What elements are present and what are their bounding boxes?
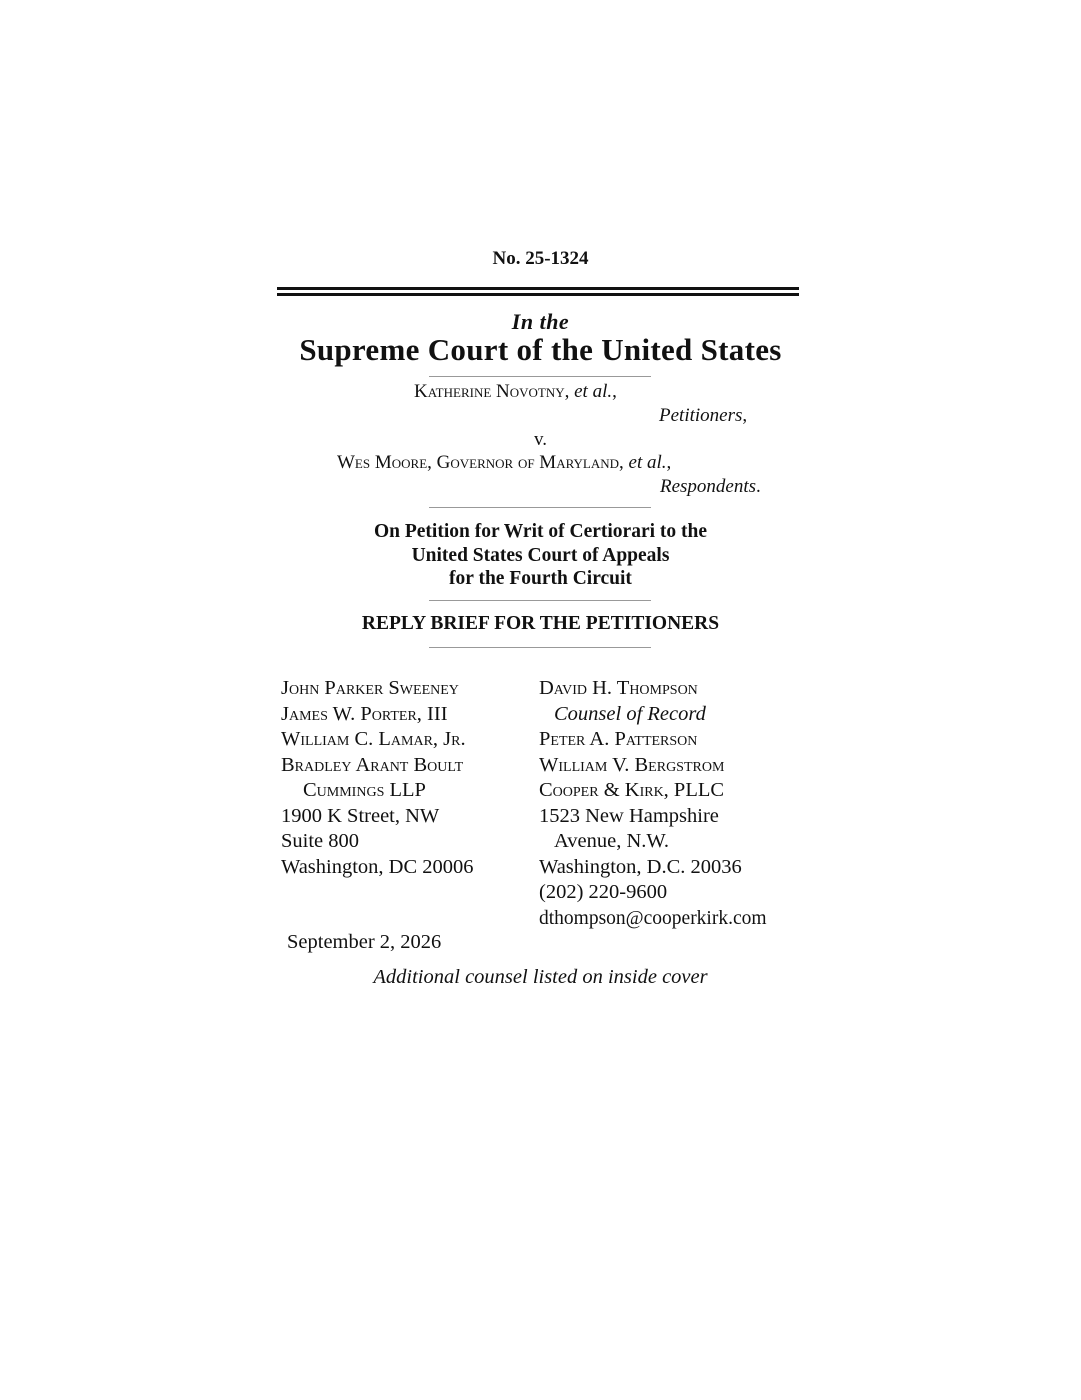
counsel-right-address-2: Avenue, N.W. — [554, 830, 670, 852]
counsel-left-name-1: John Parker Sweeney — [281, 677, 459, 699]
petitioner-comma: , — [612, 381, 617, 402]
certiorari-line-3: for the Fourth Circuit — [449, 568, 632, 589]
header-rule-bottom — [277, 293, 799, 296]
petitioner-role-punct: , — [742, 405, 748, 426]
counsel-right-address-1: 1523 New Hampshire — [539, 804, 719, 827]
petitioner-role-line — [659, 404, 747, 427]
petitioner-etal: et al. — [574, 381, 613, 402]
court-preamble: In the — [511, 309, 570, 334]
header-rule-top — [277, 287, 799, 290]
counsel-right-block — [539, 676, 767, 931]
counsel-right-name-1: David H. Thompson — [539, 677, 698, 699]
counsel-right-name-2: Peter A. Patterson — [539, 728, 698, 750]
filing-date: September 2, 2026 — [287, 931, 442, 953]
docket-number: No. 25-1324 — [492, 248, 589, 269]
counsel-left-firm-1: Bradley Arant Boult — [281, 753, 464, 776]
certiorari-line-2: United States Court of Appeals — [411, 544, 670, 566]
counsel-left-firm-2: Cummings LLP — [303, 779, 426, 801]
respondent-etal: et al. — [628, 452, 667, 473]
respondent-role-punct: . — [756, 476, 761, 497]
certiorari-block — [0, 520, 1081, 591]
divider-after-certiorari — [429, 600, 651, 601]
court-name: Supreme Court of the United States — [299, 332, 782, 367]
respondent-role: Respondents — [660, 476, 757, 497]
respondent-name: Wes Moore, Governor of Maryland, — [337, 452, 629, 473]
brief-title: REPLY BRIEF FOR THE PETITIONERS — [361, 613, 720, 634]
counsel-left-block — [281, 676, 474, 880]
petitioner-name: Katherine Novotny, — [414, 381, 575, 402]
respondent-comma: , — [666, 452, 672, 473]
counsel-left-address-1: 1900 K Street, NW — [281, 804, 440, 827]
counsel-left-address-2: Suite 800 — [281, 830, 360, 852]
additional-counsel-note: Additional counsel listed on inside cover — [373, 966, 708, 988]
petitioner-line — [414, 380, 617, 403]
counsel-right-firm: Cooper & Kirk, PLLC — [539, 779, 725, 801]
respondent-role-line — [660, 475, 761, 498]
petitioner-role: Petitioners — [659, 405, 743, 426]
divider-after-court — [429, 376, 651, 377]
versus: v. — [533, 429, 548, 450]
respondent-line — [337, 451, 671, 474]
counsel-left-name-2: James W. Porter, III — [281, 702, 448, 725]
counsel-right-email: dthompson@cooperkirk.com — [539, 907, 767, 929]
counsel-right-phone: (202) 220-9600 — [539, 881, 668, 903]
divider-after-caption — [429, 507, 651, 508]
counsel-of-record: Counsel of Record — [554, 702, 706, 725]
counsel-right-address-3: Washington, D.C. 20036 — [539, 855, 742, 878]
counsel-left-name-3: William C. Lamar, Jr. — [281, 728, 466, 750]
counsel-left-address-3: Washington, DC 20006 — [281, 855, 474, 878]
divider-after-title — [429, 647, 651, 648]
counsel-right-name-3: William V. Bergstrom — [539, 753, 725, 776]
certiorari-line-1: On Petition for Writ of Certiorari to the — [373, 521, 708, 542]
